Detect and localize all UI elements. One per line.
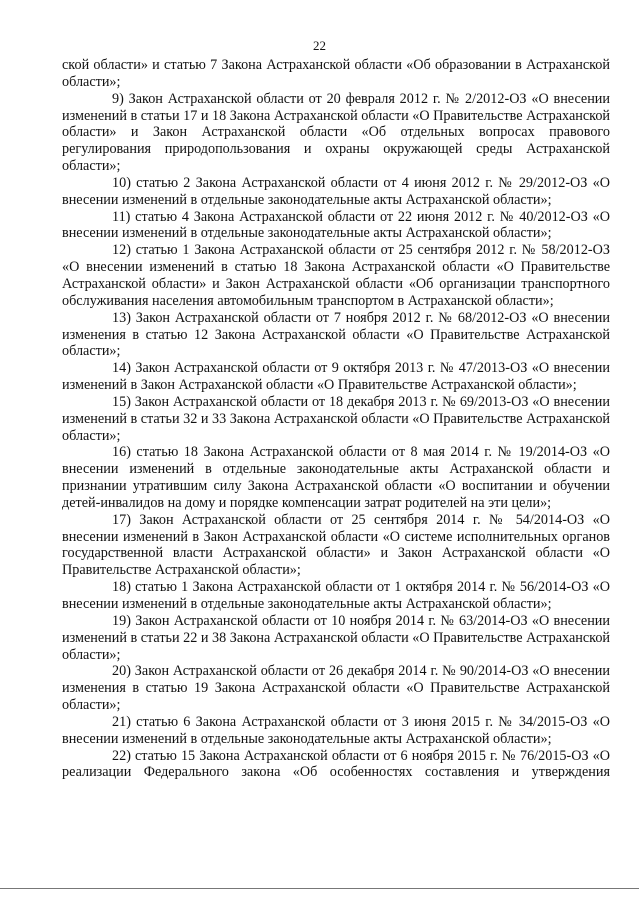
list-item: 19) Закон Астраханской области от 10 ноября 2014 г. № 63/2014-ОЗ «О внесении изменений в статьи 22 и 38 Закона Астраханской области «О Правительстве Астраханской области»;: [62, 612, 611, 663]
list-item: 16) статью 18 Закона Астраханской области от 8 мая 2014 г. № 19/2014-ОЗ «О внесении изменений в отдельные законодательные акты Астраханской области и признании утратившим силу Закона Астраханской области «О воспитании и обучении детей-инвалидов на дому и порядке компенсации затрат родителей на эти цели»;: [62, 444, 610, 511]
list-item: 17) Закон Астраханской области от 25 сентября 2014 г. № 54/2014-ОЗ «О внесении изменений в Закон Астраханской области «О системе исполнительных органов государственной власти Астраханской области» и Закон Астраханской области «О Правительстве Астраханской области»;: [62, 511, 610, 579]
list-item: 18) статью 1 Закона Астраханской области от 1 октября 2014 г. № 56/2014-ОЗ «О внесении изменений в отдельные законодательные акты Астраханской области»;: [62, 579, 610, 612]
list-item: 20) Закон Астраханской области от 26 декабря 2014 г. № 90/2014-ОЗ «О внесении изменения в статью 19 Закона Астраханской области «О Правительстве Астраханской области»;: [62, 663, 610, 714]
list-item: 10) статью 2 Закона Астраханской области от 4 июня 2012 г. № 29/2012-ОЗ «О внесении изменений в отдельные законодательные акты Астраханской области»;: [62, 174, 610, 208]
list-item: 21) статью 6 Закона Астраханской области от 3 июня 2015 г. № 34/2015-ОЗ «О внесении изменений в отдельные законодательные акты Астраханской области»;: [62, 713, 610, 747]
document-body: [62, 57, 610, 781]
list-item-last: 22) статью 15 Закона Астраханской области от 6 ноября 2015 г. № 76/2015-ОЗ «О реализации Федерального закона «Об особенностях составления и утверждения: [62, 747, 610, 781]
continuation-paragraph: ской области» и статью 7 Закона Астраханской области «Об образовании в Астраханской области»;: [62, 57, 610, 90]
list-item: 14) Закон Астраханской области от 9 октября 2013 г. № 47/2013-ОЗ «О внесении изменений в Закон Астраханской области «О Правительстве Астраханской области»;: [62, 360, 610, 394]
list-item: 11) статью 4 Закона Астраханской области от 22 июня 2012 г. № 40/2012-ОЗ «О внесении изменений в отдельные законодательные акты Астраханской области»;: [62, 208, 610, 242]
list-item: 13) Закон Астраханской области от 7 ноября 2012 г. № 68/2012-ОЗ «О внесении изменения в статью 12 Закона Астраханской области «О Правительстве Астраханской области»;: [62, 309, 610, 360]
list-item: 9) Закон Астраханской области от 20 февраля 2012 г. № 2/2012-ОЗ «О внесении изменений в статьи 17 и 18 Закона Астраханской области «О Правительстве Астраханской области» и Закон Астраханской области «Об отдельных вопросах правового регулирования природопользования и охраны окружающей среды Астраханской области»;: [62, 90, 611, 175]
list-item: 12) статью 1 Закона Астраханской области от 25 сентября 2012 г. № 58/2012-ОЗ «О внесении изменений в статью 18 Закона Астраханской области «О Правительстве Астраханской области» и Закон Астраханской области «Об организации транспортного обслуживания населения автомобильным транспортом в Астраханской области»;: [62, 242, 610, 309]
page-number: 22: [313, 38, 326, 53]
bottom-rule: [0, 888, 639, 889]
list-item: 15) Закон Астраханской области от 18 декабря 2013 г. № 69/2013-ОЗ «О внесении изменений в статьи 32 и 33 Закона Астраханской области «О Правительстве Астраханской области»;: [62, 393, 611, 444]
